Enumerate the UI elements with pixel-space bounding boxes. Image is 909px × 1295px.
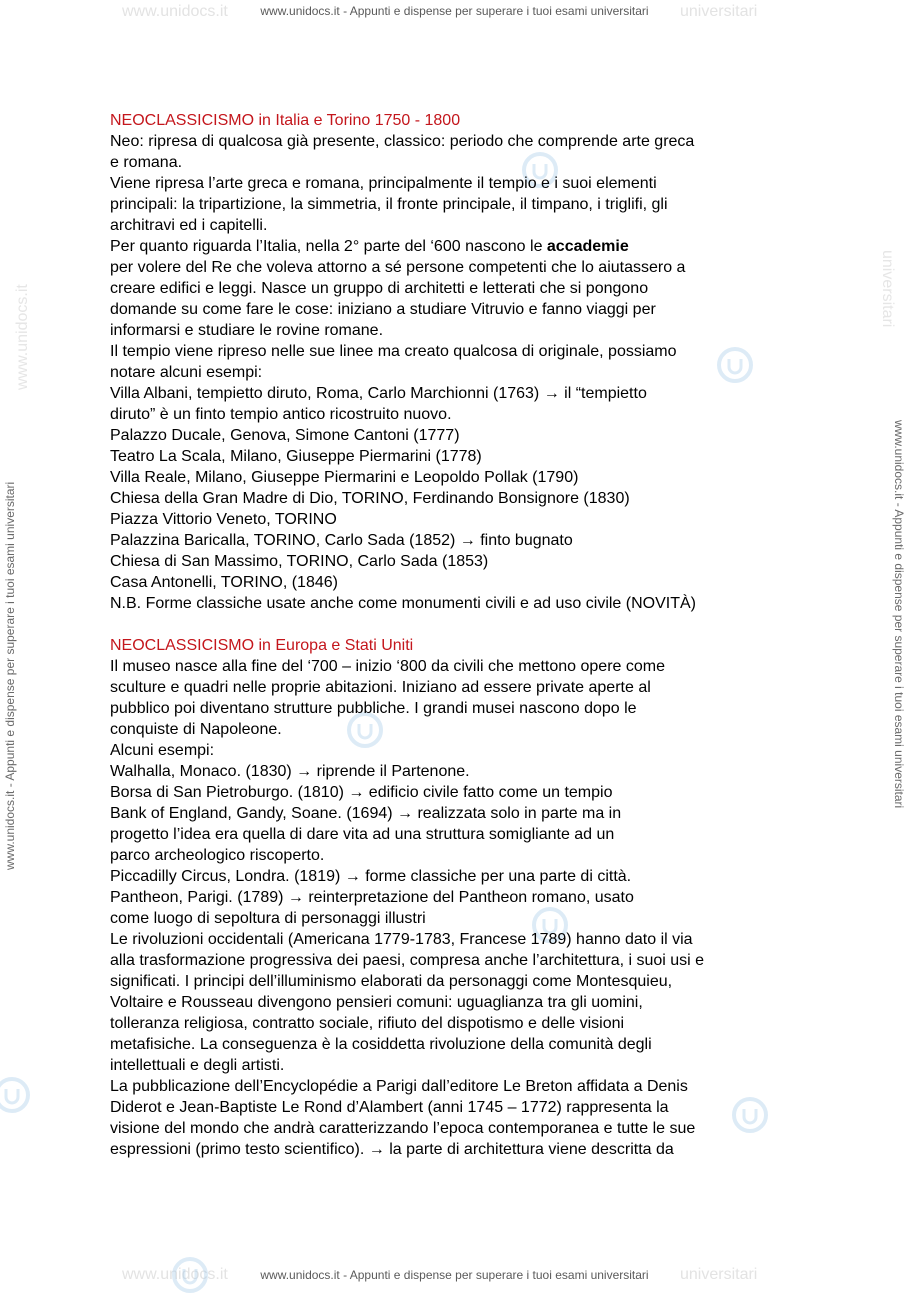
text-line: principali: la tripartizione, la simmetria, il fronte principale, il timpano, i triglifi, gli — [110, 196, 668, 213]
ghost-watermark-top-right: universitari — [680, 3, 758, 20]
text-line: Bank of England, Gandy, Soane. (1694) → realizzata solo in parte ma in — [110, 805, 622, 822]
text-line: parco archeologico riscoperto. — [110, 847, 325, 864]
text-line: sculture e quadri nelle proprie abitazioni. Iniziano ad essere private aperte al — [110, 679, 651, 696]
section-title-europa-stati-uniti: NEOCLASSICISMO in Europa e Stati Uniti — [110, 637, 414, 654]
ghost-watermark-bottom-right: universitari — [680, 1266, 758, 1283]
text-line: Casa Antonelli, TORINO, (1846) — [110, 574, 338, 591]
text-line: significati. I principi dell’illuminismo elaborati da personaggi come Montesquieu, — [110, 973, 673, 990]
watermark-header: www.unidocs.it - Appunti e dispense per superare i tuoi esami universitari — [260, 4, 649, 18]
text-line: intellettuali e degli artisti. — [110, 1057, 285, 1074]
watermark-footer: www.unidocs.it - Appunti e dispense per superare i tuoi esami universitari — [260, 1268, 649, 1282]
text-line: domande su come fare le cose: iniziano a studiare Vitruvio e fanno viaggi per — [110, 301, 656, 318]
watermark-right-side: www.unidocs.it - Appunti e dispense per superare i tuoi esami universitari — [892, 420, 906, 809]
bold-term-accademie: accademie — [546, 238, 629, 255]
document-body — [110, 110, 800, 1160]
ghost-watermark-bottom-left: www.unidocs.it — [122, 1266, 228, 1283]
text-line: visione del mondo che andrà caratterizzando l’epoca contemporanea e tutte le sue — [110, 1120, 696, 1137]
text-line: Chiesa di San Massimo, TORINO, Carlo Sada (1853) — [110, 553, 489, 570]
text-line: Palazzina Baricalla, TORINO, Carlo Sada (1852) → finto bugnato — [110, 532, 573, 549]
text-line: Piccadilly Circus, Londra. (1819) → forme classiche per una parte di città. — [110, 868, 632, 885]
text-line: pubblico poi diventano strutture pubbliche. I grandi musei nascono dopo le — [110, 700, 637, 717]
text-line: Palazzo Ducale, Genova, Simone Cantoni (1777) — [110, 427, 460, 444]
text-line: Villa Albani, tempietto diruto, Roma, Carlo Marchionni (1763) → il “tempietto — [110, 385, 647, 402]
text-line: Le rivoluzioni occidentali (Americana 1779-1783, Francese 1789) hanno dato il via — [110, 931, 693, 948]
text-line: Chiesa della Gran Madre di Dio, TORINO, Ferdinando Bonsignore (1830) — [110, 490, 630, 507]
watermark-logo-icon — [170, 1255, 210, 1295]
text-line: La pubblicazione dell’Encyclopédie a Parigi dall’editore Le Breton affidata a Denis — [110, 1078, 688, 1095]
section-title-italia-torino: NEOCLASSICISMO in Italia e Torino 1750 - 1800 — [110, 112, 461, 129]
text-line: informarsi e studiare le rovine romane. — [110, 322, 384, 339]
ghost-watermark-left: www.unidocs.it — [14, 284, 31, 390]
text-line: Il museo nasce alla fine del ‘700 – inizio ‘800 da civili che mettono opere come — [110, 658, 665, 675]
text-line: Villa Reale, Milano, Giuseppe Piermarini e Leopoldo Pollak (1790) — [110, 469, 579, 486]
paragraph-gap — [110, 614, 800, 635]
text-line-accademie — [110, 236, 800, 257]
text-line: Teatro La Scala, Milano, Giuseppe Piermarini (1778) — [110, 448, 482, 465]
text-line: metafisiche. La conseguenza è la cosiddetta rivoluzione della comunità degli — [110, 1036, 652, 1053]
text-line: Walhalla, Monaco. (1830) → riprende il Partenone. — [110, 763, 470, 780]
watermark-logo-icon — [0, 1075, 32, 1115]
text-line: N.B. Forme classiche usate anche come monumenti civili e ad uso civile (NOVITÀ) — [110, 595, 696, 612]
text-line: e romana. — [110, 154, 183, 171]
text-line: Pantheon, Parigi. (1789) → reinterpretazione del Pantheon romano, usato — [110, 889, 634, 906]
text-line: alla trasformazione progressiva dei paesi, compresa anche l’architettura, i suoi usi e — [110, 952, 705, 969]
text-line: Neo: ripresa di qualcosa già presente, classico: periodo che comprende arte greca — [110, 133, 695, 150]
text-line: creare edifici e leggi. Nasce un gruppo di architetti e letterati che si pongono — [110, 280, 649, 297]
text-line: come luogo di sepoltura di personaggi illustri — [110, 910, 426, 927]
text-line: diruto” è un finto tempio antico ricostruito nuovo. — [110, 406, 452, 423]
text-fragment: Per quanto riguarda l’Italia, nella 2° parte del ‘600 nascono le — [110, 238, 547, 255]
watermark-left-side: www.unidocs.it - Appunti e dispense per superare i tuoi esami universitari — [3, 481, 17, 870]
text-line: architravi ed i capitelli. — [110, 217, 268, 234]
text-line: Borsa di San Pietroburgo. (1810) → edificio civile fatto come un tempio — [110, 784, 613, 801]
text-line: espressioni (primo testo scientifico). → la parte di architettura viene descritta da — [110, 1141, 674, 1158]
text-line: Voltaire e Rousseau divengono pensieri comuni: uguaglianza tra gli uomini, — [110, 994, 643, 1011]
text-line: Alcuni esempi: — [110, 742, 215, 759]
text-line: conquiste di Napoleone. — [110, 721, 282, 738]
ghost-watermark-right: universitari — [879, 250, 896, 328]
text-line: tolleranza religiosa, contratto sociale, rifiuto del dispotismo e delle visioni — [110, 1015, 625, 1032]
text-line: per volere del Re che voleva attorno a sé persone competenti che lo aiutassero a — [110, 259, 686, 276]
text-line: Viene ripresa l’arte greca e romana, principalmente il tempio e i suoi elementi — [110, 175, 657, 192]
text-line: Il tempio viene ripreso nelle sue linee ma creato qualcosa di originale, possiamo — [110, 343, 677, 360]
text-line: progetto l’idea era quella di dare vita ad una struttura somigliante ad un — [110, 826, 615, 843]
text-line: notare alcuni esempi: — [110, 364, 263, 381]
text-line: Piazza Vittorio Veneto, TORINO — [110, 511, 337, 528]
ghost-watermark-top-left: www.unidocs.it — [122, 3, 228, 20]
text-line: Diderot e Jean-Baptiste Le Rond d’Alambert (anni 1745 – 1772) rappresenta la — [110, 1099, 669, 1116]
